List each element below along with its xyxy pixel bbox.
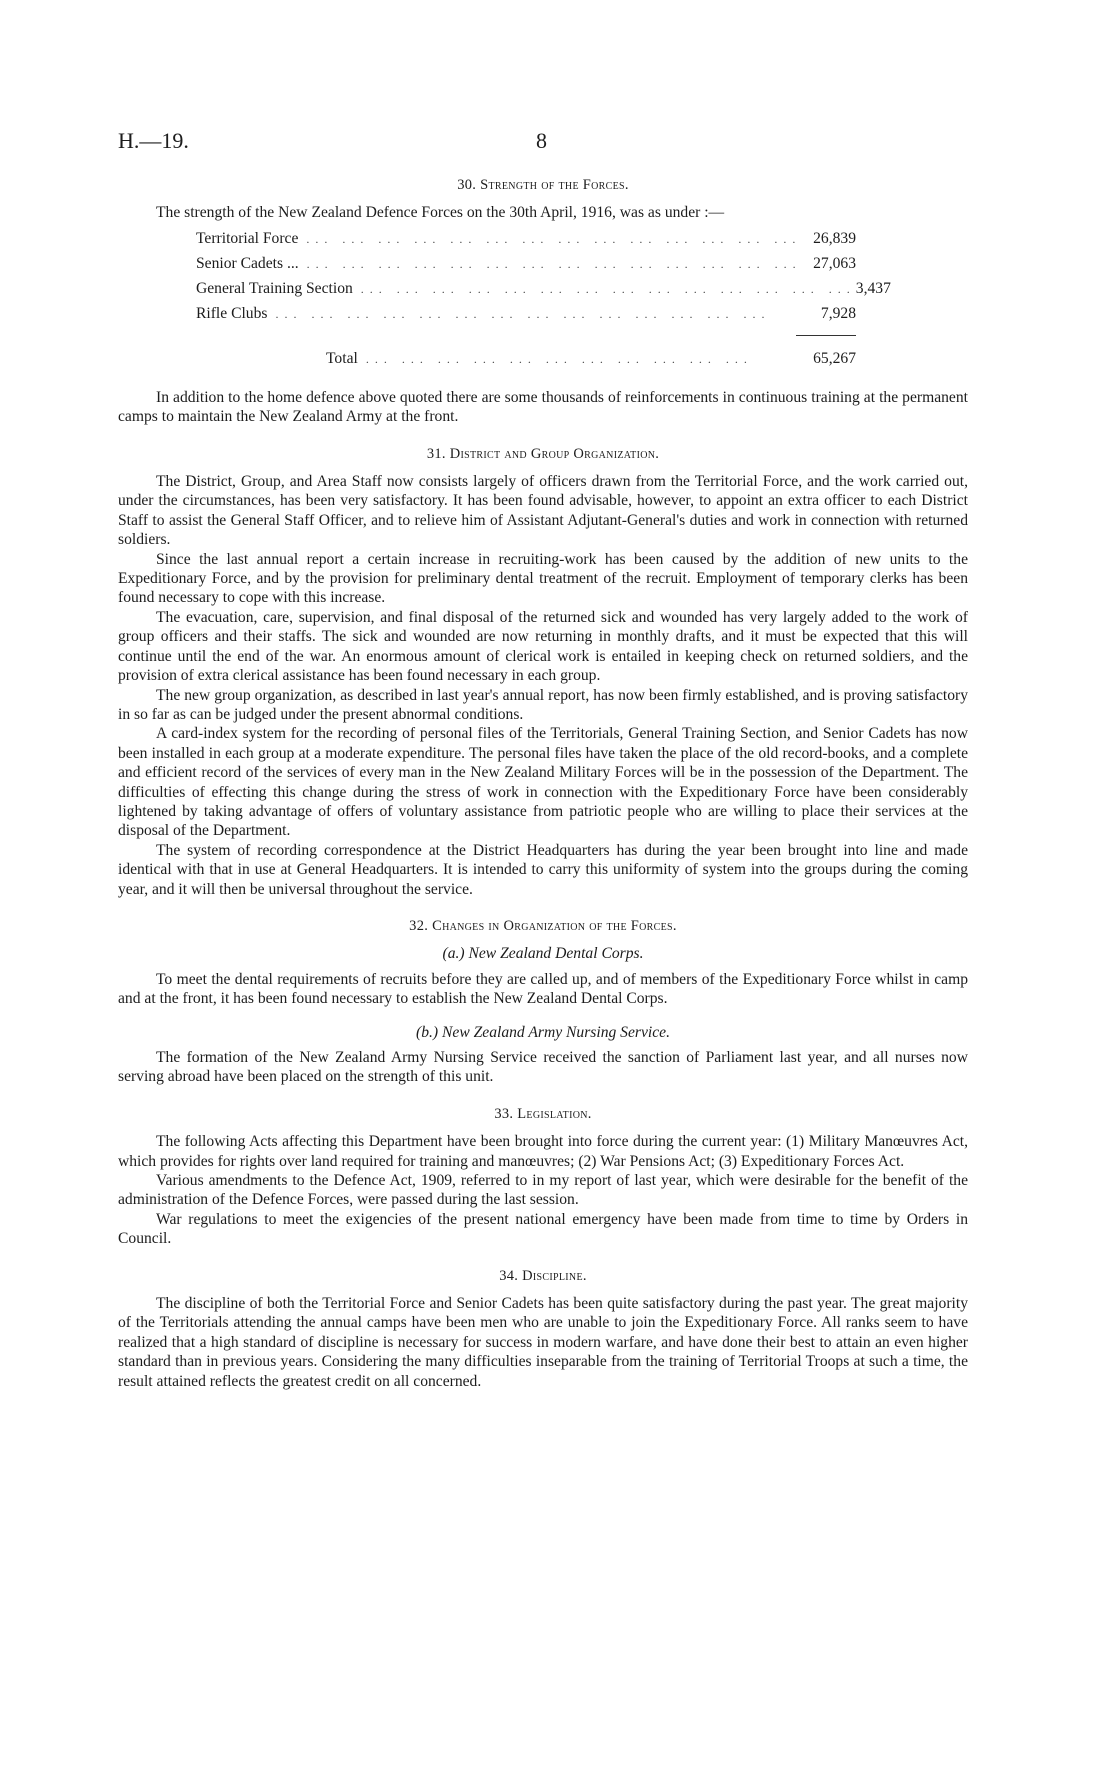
row-label: Territorial Force: [196, 229, 299, 247]
row-value: 3,437: [855, 279, 891, 297]
subsection-heading: (a.) New Zealand Dental Corps.: [442, 945, 644, 963]
table-row: Senior Cadets ... ... ... ... ... ... ... ... ... ... ... ... ... ... ... 27,063: [196, 254, 856, 272]
section-paragraph: A card-index system for the recording of personal files of the Territorials, General Training Section, and Senior Cadets has now been installed in each group at a moderate expenditure. The personal files have taken the place of the old record-books, and a complete and efficient record of the services of every man in the New Zealand Military Forces will be in the possession of the Department. The difficulties of effecting this change during the stress of work in connection with the Expeditionary Force have been considerably lightened by taking advantage of offers of voluntary assistance from patriotic people who are willing to place their services at the disposal of the Department.: [118, 725, 968, 840]
table-row: General Training Section ... ... ... ... ... ... ... ... ... ... ... ... ... ... 3,437: [196, 279, 891, 297]
row-value: 27,063: [813, 254, 856, 272]
section-32: [118, 917, 968, 1087]
total-rule: [196, 329, 856, 343]
section-paragraph: The District, Group, and Area Staff now consists largely of officers drawn from the Territorial Force, and the work carried out, under the circumstances, has been very satisfactory. It has been found advisable, however, to appoint an extra officer to each District Staff to assist the General Staff Officer, and to relieve him of Assistant Adjutant-General's duties and work in connection with returned soldiers.: [118, 473, 968, 549]
table-row: Territorial Force ... ... ... ... ... ... ... ... ... ... ... ... ... ... 26,839: [196, 229, 856, 247]
section-33: [118, 1105, 968, 1249]
section-31: [118, 445, 968, 899]
section-paragraph: The system of recording correspondence at the District Headquarters has during the year been brought into line and made identical with that in use at General Headquarters. It is intended to carry this uniformity of system into the groups during the coming year, and it will then be universal throughout the service.: [118, 841, 968, 898]
total-value: 65,267: [813, 349, 856, 367]
section-paragraph: Since the last annual report a certain increase in recruiting-work has been caused by the addition of new units to the Expeditionary Force, and by the provision for preliminary dental treatment of the recruit. Employment of temporary clerks has been found necessary to cope with this increase.: [118, 550, 968, 607]
page-content: [118, 176, 968, 1391]
section-paragraph: The discipline of both the Territorial Force and Senior Cadets has been quite satisfactory during the past year. The great majority of the Territorials attending the annual camps have been men who are unable to join the Expeditionary Force. All ranks seem to have realized that a high standard of discipline is necessary for success in modern warfare, and have done their best to attain an even higher standard than in previous years. Considering the many difficulties inseparable from the training of Territorial Troops at such a time, the result attained reflects the greatest credit on all concerned.: [118, 1295, 968, 1390]
row-label: General Training Section: [196, 279, 353, 297]
table-row: Rifle Clubs ... ... ... ... ... ... ... ... ... ... ... ... ... ... 7,928: [196, 304, 856, 322]
section-paragraph: The evacuation, care, supervision, and final disposal of the returned sick and wounded has very largely added to the work of group officers and their staffs. The sick and wounded are now returning in monthly drafts, and it must be expected that this will continue until the end of the war. An enormous amount of clerical work is entailed in keeping check on returned soldiers, and the provision of extra clerical assistance has been found necessary in each group.: [118, 608, 968, 685]
page-header: [118, 128, 998, 158]
row-label: Rifle Clubs: [196, 304, 268, 322]
row-label: Senior Cadets ...: [196, 254, 299, 272]
section-paragraph: The following Acts affecting this Department have been brought into force during the current year: (1) Military Manœuvres Act, which provides for rights over land required for training and manœuvres; (2) War Pensions Act; (3) Expeditionary Forces Act.: [118, 1133, 968, 1170]
section-34: [118, 1267, 968, 1391]
section-paragraph: Various amendments to the Defence Act, 1909, referred to in my report of last year, which were desirable for the benefit of the administration of the Defence Forces, were passed during the last session.: [118, 1172, 968, 1209]
document-reference: H.—19.: [118, 128, 189, 153]
section-intro: The strength of the New Zealand Defence Forces on the 30th April, 1916, was as under :—: [156, 204, 725, 222]
subsection-heading: (b.) New Zealand Army Nursing Service.: [416, 1023, 670, 1041]
section-heading: 34. Discipline.: [499, 1267, 587, 1284]
section-paragraph: The new group organization, as described in last year's annual report, has now been firmly established, and is proving satisfactory in so far as can be judged under the present abnormal conditions.: [118, 686, 968, 723]
section-paragraph: To meet the dental requirements of recruits before they are called up, and of members of the Expeditionary Force whilst in camp and at the front, it has been found necessary to establish the New Zealand Dental Corps.: [118, 970, 968, 1008]
total-row: Total ... ... ... ... ... ... ... ... ... ... ... 65,267: [196, 349, 856, 374]
row-value: 7,928: [820, 304, 856, 322]
total-label: Total: [326, 349, 358, 367]
section-heading: 33. Legislation.: [494, 1105, 592, 1122]
section-paragraph: The formation of the New Zealand Army Nursing Service received the sanction of Parliament last year, and all nurses now serving abroad have been placed on the strength of this unit.: [118, 1049, 968, 1086]
strength-table: [196, 229, 891, 374]
section-heading: 30. Strength of the Forces.: [457, 177, 629, 193]
row-value: 26,839: [813, 229, 856, 247]
section-paragraph: In addition to the home defence above quoted there are some thousands of reinforcements in continuous training at the permanent camps to maintain the New Zealand Army at the front.: [118, 388, 968, 426]
section-paragraph: War regulations to meet the exigencies of the present national emergency have been made from time to time by Orders in Council.: [118, 1210, 968, 1248]
section-30: [118, 176, 968, 427]
section-heading: 31. District and Group Organization.: [426, 445, 660, 462]
page-number: 8: [536, 128, 547, 153]
section-heading: 32. Changes in Organization of the Forces.: [409, 917, 677, 934]
